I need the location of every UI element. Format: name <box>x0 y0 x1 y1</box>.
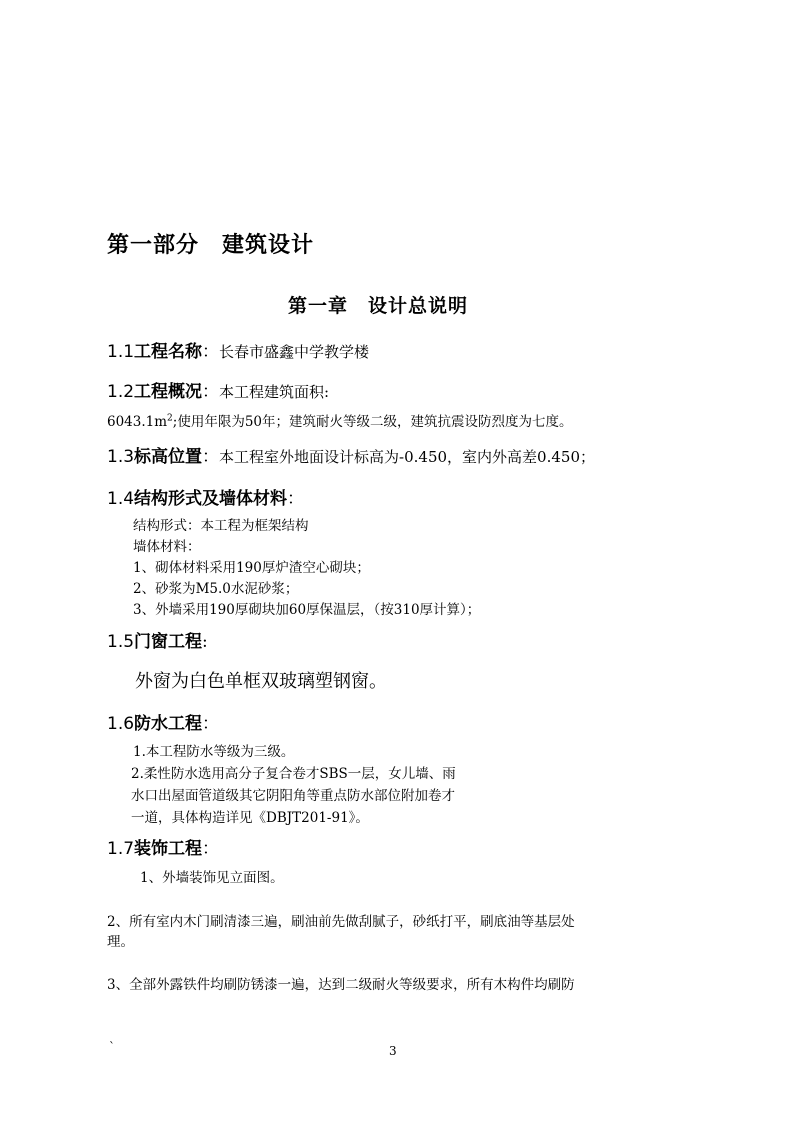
list-item: 1、砌体材料采用190厚炉渣空心砌块； <box>133 560 370 576</box>
section-number: 1.5 <box>107 632 135 652</box>
list-item: 水口出屋面管道级其它阴阳角等重点防水部位附加卷才 <box>131 788 455 804</box>
section-1-2 <box>107 377 329 402</box>
section-separator: ： <box>202 342 220 362</box>
section-1-1 <box>107 337 369 362</box>
page-number: 3 <box>389 1044 397 1058</box>
section-number: 1.3 <box>107 447 135 467</box>
section-1-3 <box>107 442 595 467</box>
section-1-7 <box>107 834 219 859</box>
section-value: 本工程建筑面积: <box>219 383 330 401</box>
section-number: 1.7 <box>107 839 135 859</box>
structure-line: 结构形式：本工程为框架结构 <box>133 518 309 534</box>
section-value: 本工程室外地面设计标高为-0.450，室内外高差0.450； <box>219 448 596 466</box>
section-heading: 装饰工程 <box>134 839 203 859</box>
area-unit-superscript: 2 <box>167 413 173 424</box>
paragraph-line: 3、全部外露铁件均刷防锈漆一遍，达到二级耐火等级要求，所有木构件均刷防 <box>107 977 575 993</box>
project-name: 长春市盛鑫中学教学楼 <box>219 343 370 361</box>
section-number: 1.1 <box>107 342 135 362</box>
section-1-6 <box>107 709 219 734</box>
area-value: 6043.1m <box>107 414 168 430</box>
section-heading: 门窗工程 <box>134 632 203 652</box>
overview-details: ;使用年限为50年；建筑耐火等级二级，建筑抗震设防烈度为七度。 <box>172 414 573 430</box>
chapter-title: 第一章 设计总说明 <box>288 295 469 317</box>
paragraph-line: 理。 <box>107 934 134 950</box>
wall-material-line: 墙体材料： <box>133 539 201 555</box>
section-separator: ： <box>287 489 305 509</box>
section-1-4 <box>107 484 304 509</box>
section-heading: 结构形式及墙体材料 <box>134 489 288 509</box>
list-item: 1.本工程防水等级为三级。 <box>133 744 295 760</box>
section-heading: 工程概况 <box>134 382 203 402</box>
overview-line <box>107 410 573 430</box>
section-heading: 防水工程 <box>134 714 203 734</box>
window-spec: 外窗为白色单框双玻璃塑钢窗。 <box>135 671 387 692</box>
section-number: 1.6 <box>107 714 135 734</box>
list-item: 3、外墙采用190厚砌块加60厚保温层，（按310厚计算）； <box>133 602 481 618</box>
section-separator: ： <box>202 839 220 859</box>
section-separator: ： <box>202 714 220 734</box>
paragraph-line: 2、所有室内木门刷清漆三遍，刷油前先做刮腻子，砂纸打平，刷底油等基层处 <box>107 914 575 930</box>
section-heading: 标高位置 <box>134 447 203 467</box>
part-title: 第一部分 建筑设计 <box>107 233 315 258</box>
section-separator: : <box>202 632 208 652</box>
footer-mark: ` <box>109 1040 115 1054</box>
section-1-5 <box>107 627 208 652</box>
section-heading: 工程名称 <box>134 342 203 362</box>
section-separator: ： <box>202 447 220 467</box>
section-number: 1.4 <box>107 489 135 509</box>
section-number: 1.2 <box>107 382 135 402</box>
list-item: 一道，具体构造详见《DBJT201-91》。 <box>131 810 369 826</box>
list-item: 2、砂浆为M5.0水泥砂浆； <box>133 581 299 597</box>
list-item: 1、外墙装饰见立面图。 <box>140 870 284 886</box>
section-separator: ： <box>202 382 220 402</box>
list-item: 2.柔性防水选用高分子复合卷才SBS一层，女儿墙、雨 <box>131 766 456 782</box>
